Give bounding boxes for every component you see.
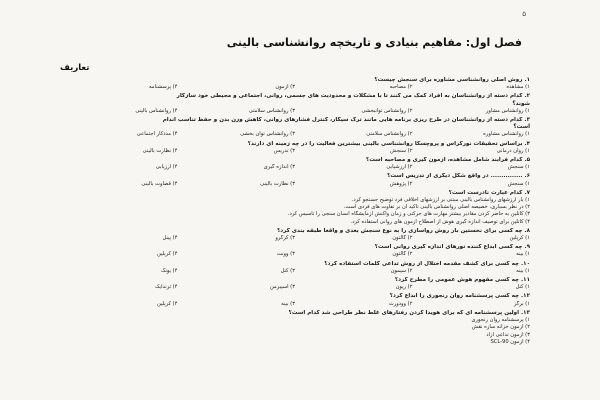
question-text [60,117,530,131]
question-item [60,93,530,115]
question-number: ۶. [524,173,530,180]
answer-option: ۳) تدریس [273,147,295,154]
question-text [60,93,530,107]
answer-option: ۲) مصاحبه [389,84,413,91]
answer-option: ۳) آزمون [275,84,295,91]
answer-option: ۱) سنجش [507,164,530,171]
answer-option: ۱) کتل [515,284,530,291]
question-stem-continued: است؟ [513,124,530,131]
question-item [60,261,530,275]
question-stem: کدام فرایند شامل مشاهده، آزمون گیری و مصاحبه است؟ [365,157,523,164]
option-list [60,317,530,346]
question-number: ۱۲. [521,293,530,300]
option-list [60,235,530,242]
answer-option: ۳) اسپیرمن [270,284,295,291]
answer-option: ۴) پینل [162,235,178,242]
answer-option: ۳) روانشناس سلامتی [248,107,295,114]
question-text [60,228,530,235]
answer-option: ۴) آزمون SCL-90 [490,338,530,345]
option-list [60,131,530,138]
answer-option: ۳) کتل [280,267,295,274]
question-stem: چه کسی برای کشف مقدمه اختلال از روش تداعی کلمات استفاده کرد؟ [324,260,520,267]
answer-option: ۳) اندازه گیری [263,164,295,171]
question-item [60,228,530,242]
question-stem: اولین پرسشنامه ای که برای هویدا کردن رفتارهای غلط نظر طراحی شد کدام است؟ [288,309,520,316]
answer-option: ۴) یونگ [160,267,178,274]
answer-option: ۴) پرسشنامه [149,84,178,91]
answer-option: ۴) ارزیابی [155,164,178,171]
question-text [60,244,530,251]
answer-option: ۳) روانشناس توان بخشی [240,131,295,138]
answer-option: ۲) ریون [395,284,413,291]
option-list [60,197,530,226]
answer-option: ۴) کاتلین برای توصیف اندازه گیری هوش از اصطلاح آزمون های روانی استفاده کرد. [350,218,530,225]
question-item [60,157,530,171]
question-number: ۳. [524,117,530,124]
question-stem: چه کسی برای نخستین بار روش رواسازی را به نوع سنجش بعدی و واقعاً طبقه بندی کرد؟ [277,227,523,234]
answer-option: ۴) روانشناس بالینی [135,107,178,114]
option-list [60,268,530,275]
question-stem: چه کسی پرسشنامه روان رنجوری را ابداع کرد؟ [389,293,520,300]
question-stem: چه کسی مفهوم هوش عمومی را مطرح کرد؟ [394,277,520,284]
answer-option: ۱) روانشناس مشاوره [483,131,530,138]
option-list [60,108,530,115]
option-list [60,284,530,291]
option-list [60,301,530,308]
question-item [60,77,530,91]
answer-option: ۲) سیمون [390,267,413,274]
answer-option: ۴) ثرندایک [155,284,178,291]
question-stem: براساس تحقیقات نورکراس و پروچسکا روانشناسی بالینی بیشترین فعالیت را در چه زمینه ای دارند؟ [247,140,523,147]
question-text [60,277,530,284]
answer-option: ۲) در نظر بسیاری، خصیصه اصلی روانشناس بالینی تاکید آن بر تفاوت های فردی است. [343,204,530,211]
question-number: ۴. [524,140,530,147]
answer-option: ۱) روان درمانی [496,147,530,154]
option-list [60,164,530,171]
question-number: ۷. [524,189,530,196]
answer-option: ۱) مشاهده [506,84,530,91]
question-item [60,117,530,139]
answer-option: ۲) روانشناس سلامتی [366,131,413,138]
section-title: تعاریف [60,63,90,73]
option-list [60,181,530,188]
answer-option: ۲) گالتون [392,251,413,258]
question-item [60,141,530,155]
question-stem-continued: شوند؟ [512,100,530,107]
answer-option: ۲) روانشناس توانبخشی [361,107,413,114]
chapter-title: فصل اول: مفاهیم بنیادی و تاریخچه روانشناسی بالینی [226,36,522,49]
answer-option: ۱) سنجش [507,180,530,187]
answer-option: ۱) برگز [513,300,530,307]
question-stem: کدام دسته از روانشناسان به افراد کمک می کنند تا با مشکلات و محدودیت های جسمی، روانی، اجتماعی و محیطی خود سازگار [176,93,523,100]
question-item [60,173,530,187]
question-item [60,190,530,226]
answer-option: ۳) آزمون تداعی آزاد [486,331,530,338]
answer-option: ۳) کاتلین به حاضر کردن مقادیر بیشتر مهارت های حرکتی و زمان واکنش آزمایشگاه انسان سنجی را تاسیس کرد. [287,211,530,218]
question-number: ۸. [524,227,530,234]
answer-option: ۱) پرسشنامه روان رنجوری [471,317,530,324]
question-text [60,157,530,164]
answer-option: ۲) وودورث [388,300,413,307]
answer-option: ۲) گالتون [392,235,413,242]
question-item [60,310,530,346]
answer-option: ۱) روانشناس مشاور [485,107,530,114]
question-number: ۲. [524,93,530,100]
question-list [60,77,530,346]
answer-option: ۱) بینه [516,267,530,274]
answer-option: ۲) ارزشیابی [386,164,413,171]
question-stem: چه کسی ابداع کننده تورهای اندازه گیری روانی است؟ [374,244,523,251]
question-number: ۱۱. [521,277,530,284]
question-item [60,293,530,307]
question-number: ۱. [524,77,530,83]
answer-option: ۲) سنجش [390,147,413,154]
question-stem: کدام عبارت نادرست است؟ [448,189,523,196]
question-text [60,190,530,197]
answer-option: ۳) کرگرو [275,235,295,242]
question-text [60,173,530,180]
answer-option: ۴) نظارت بالینی [142,147,178,154]
question-stem: ............... در واقع شکل دیگری از تدریس است؟ [387,173,523,180]
page-number: ۵ [522,10,526,18]
question-text [60,141,530,148]
answer-option: ۱) بینه [516,251,530,258]
question-text [60,77,530,84]
question-text [60,310,530,317]
option-list [60,251,530,258]
answer-option: ۱) کرپلین [509,235,530,242]
question-number: ۱۳. [521,309,530,316]
question-item [60,277,530,291]
question-stem: روش اصلی روانشناسی مشاوره برای سنجش چیست؟ [374,77,523,83]
question-number: ۵. [524,157,530,164]
question-number: ۹. [524,244,530,251]
answer-option: ۴) کرپلین [157,300,178,307]
question-number: ۱۰. [521,260,530,267]
answer-option: ۴) کرپلین [157,251,178,258]
answer-option: ۳) وونت [276,251,295,258]
answer-option: ۴) قضاوت بالینی [141,180,178,187]
question-stem: کدام دسته از روانشناسان در طرح ریزی برنامه هایی مانند ترک سیگار، کنترل فشارهای روانی، کاهش وزن بدن و حفظ تناسب اندام [162,117,523,124]
question-text [60,293,530,300]
question-item [60,244,530,258]
answer-option: ۲) پژوهش [389,180,413,187]
question-text [60,261,530,268]
answer-option: ۳) بینه [281,300,295,307]
answer-option: ۲) آزمون خزانه سازه نقش [471,324,530,331]
option-list [60,84,530,91]
option-list [60,148,530,155]
answer-option: ۴) مددکار اجتماعی [136,131,178,138]
answer-option: ۱) بار ارزشهای روانشناس بالینی مبتنی بر ارزشهای اخلاقی فرد توضیح جستجو کرد. [351,197,530,204]
answer-option: ۳) نظارت بالینی [260,180,295,187]
